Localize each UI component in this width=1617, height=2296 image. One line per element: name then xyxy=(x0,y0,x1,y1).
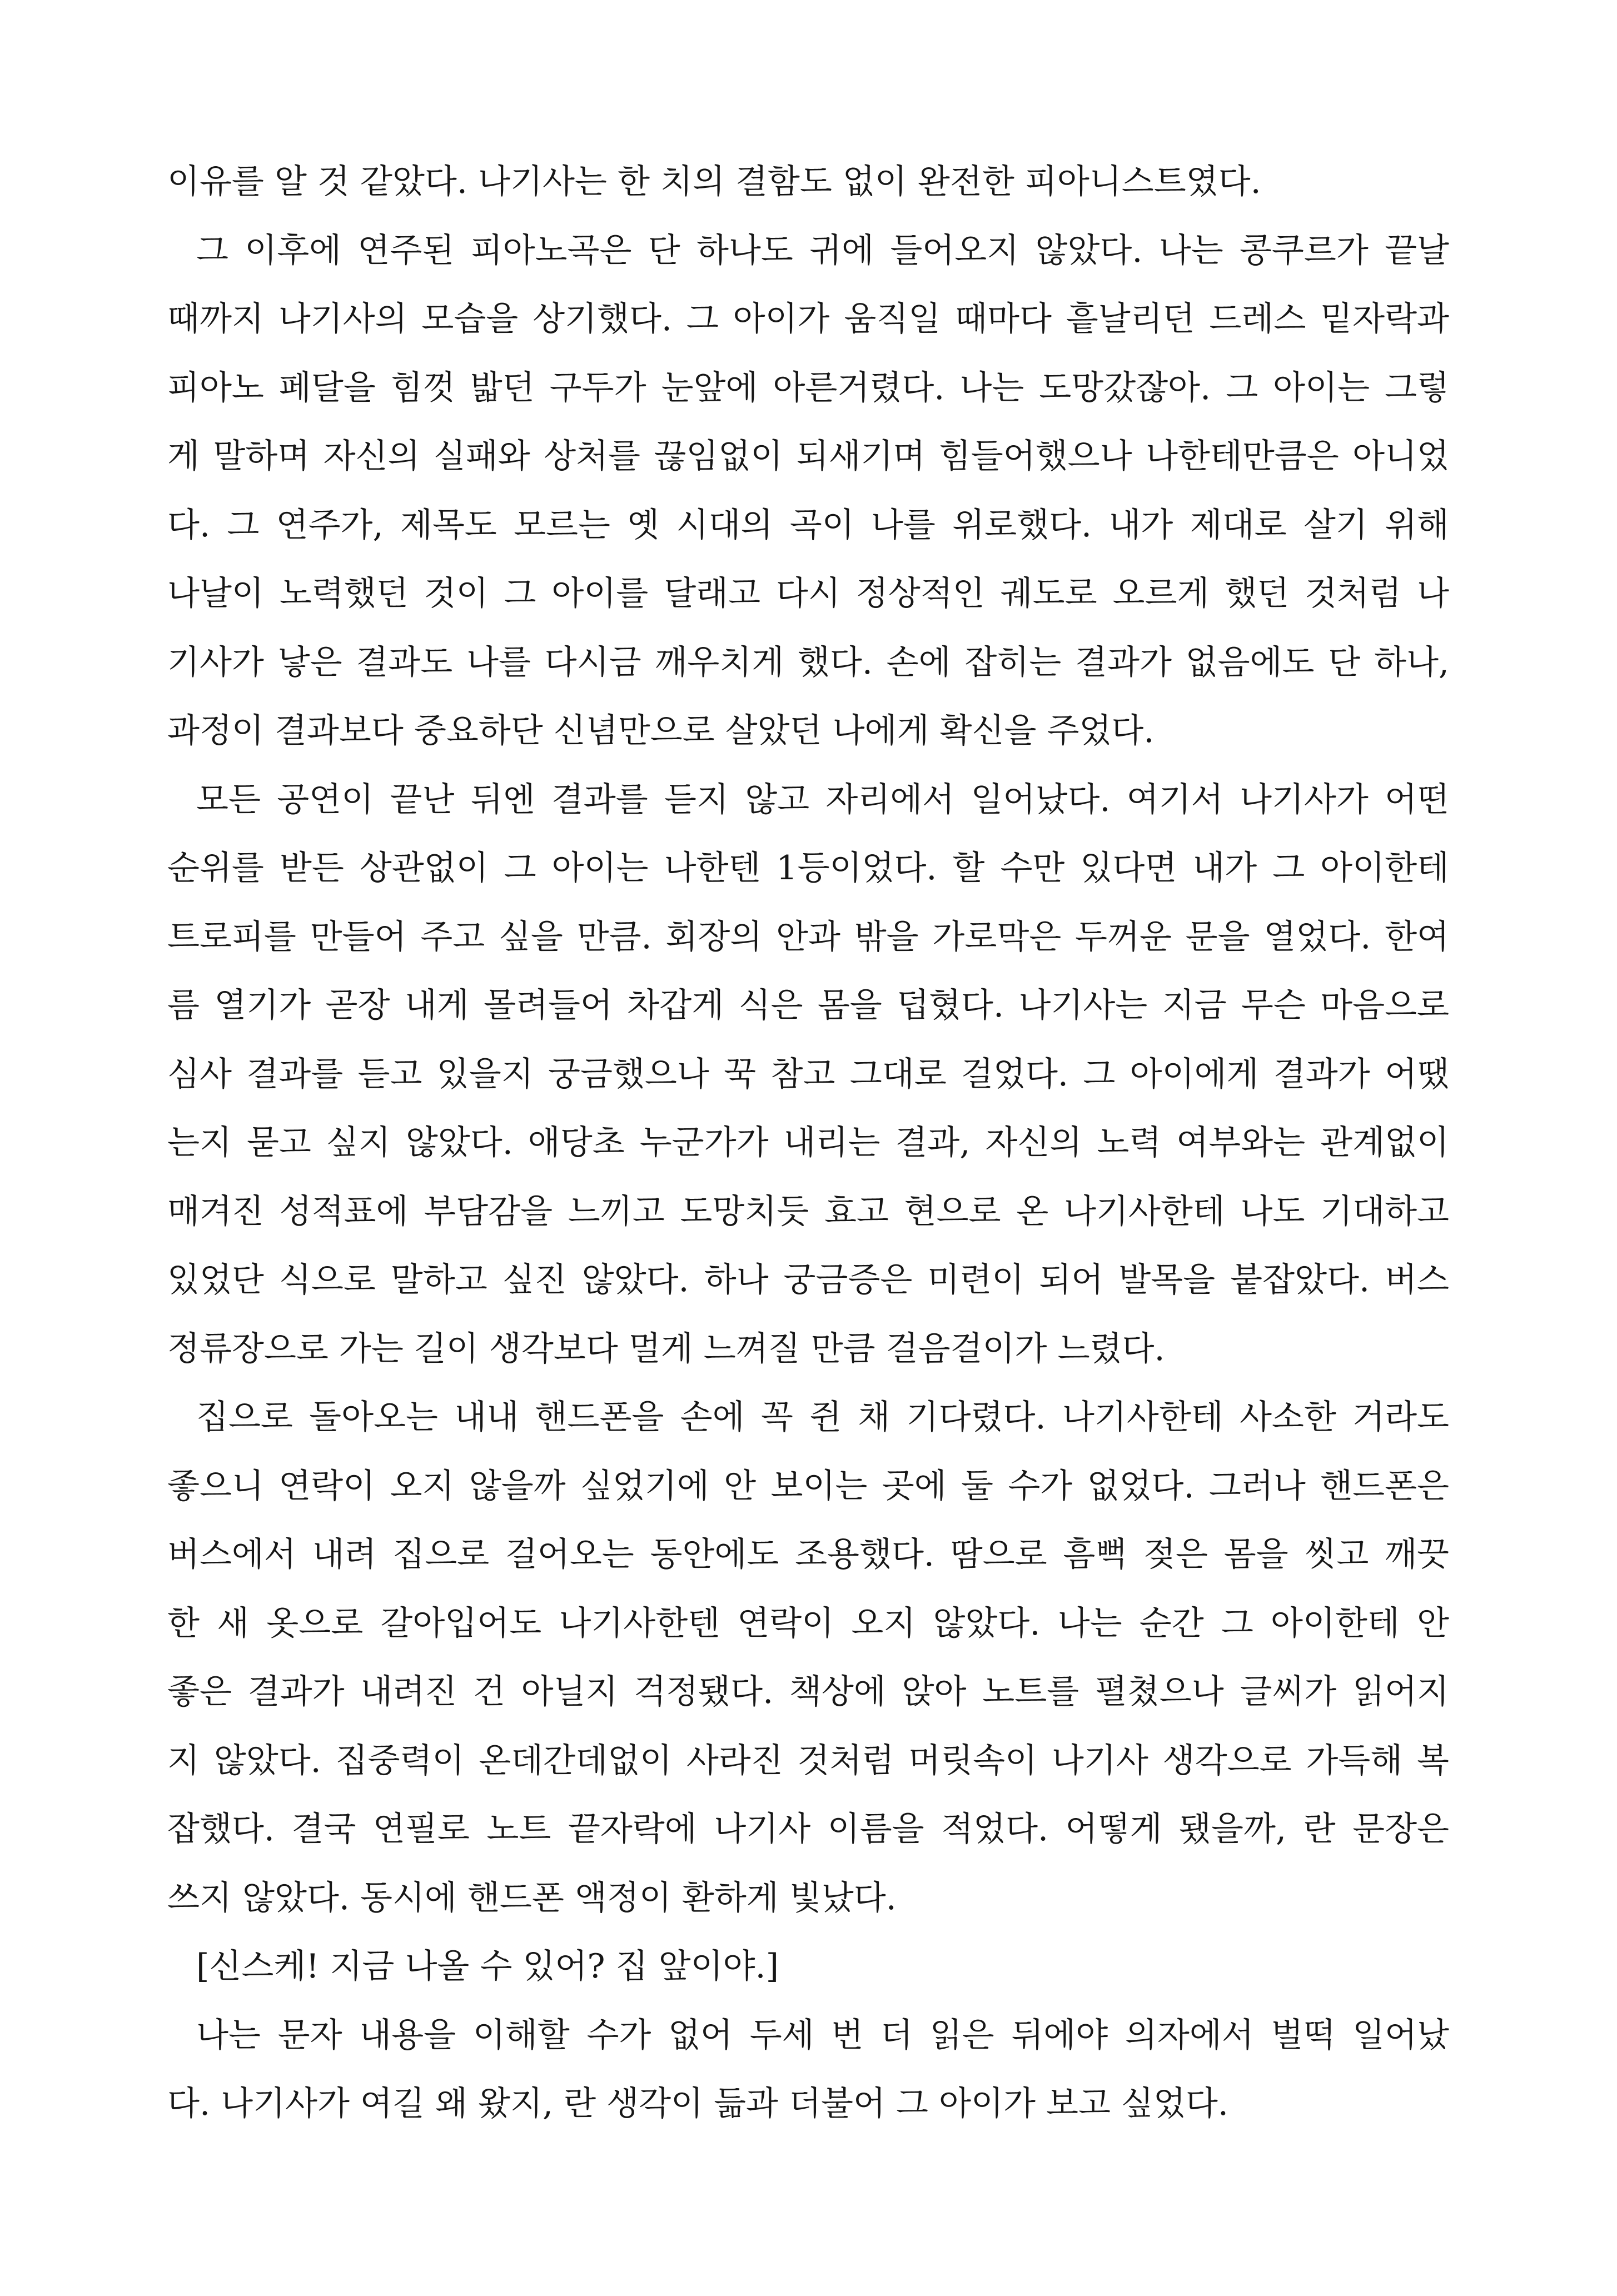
text-line: 나는 문자 내용을 이해할 수가 없어 두세 번 더 읽은 뒤에야 의자에서 벌떡 일어났 xyxy=(196,2015,1449,2055)
text-line: 과정이 결과보다 중요하단 신념만으로 살았던 나에게 확신을 주었다. xyxy=(167,711,1155,750)
text-line: 잡했다. 결국 연필로 노트 끝자락에 나기사 이름을 적었다. 어떻게 됐을까, 란 문장은 xyxy=(167,1810,1449,1849)
body-text xyxy=(167,148,1449,2139)
text-line: 있었단 식으로 말하고 싶진 않았다. 하나 궁금증은 미련이 되어 발목을 붙잡았다. 버스 xyxy=(167,1261,1449,1299)
text-line: 이유를 알 것 같았다. 나기사는 한 치의 결함도 없이 완전한 피아니스트였다. xyxy=(167,162,1261,201)
text-line: [신스케! 지금 나올 수 있어? 집 앞이야.] xyxy=(196,1947,779,1986)
text-line: 름 열기가 곧장 내게 몰려들어 차갑게 식은 몸을 덥혔다. 나기사는 지금 무슨 마음으로 xyxy=(167,986,1449,1025)
text-line: 트로피를 만들어 주고 싶을 만큼. 회장의 안과 밖을 가로막은 두꺼운 문을 열었다. 한여 xyxy=(167,917,1449,957)
text-line: 다. 그 연주가, 제목도 모르는 옛 시대의 곡이 나를 위로했다. 내가 제대로 살기 위해 xyxy=(167,505,1449,545)
text-line: 순위를 받든 상관없이 그 아이는 나한텐 1등이었다. 할 수만 있다면 내가 그 아이한테 xyxy=(167,849,1449,888)
paragraph xyxy=(167,766,1449,1384)
paragraph xyxy=(167,1383,1449,1933)
text-line: 쓰지 않았다. 동시에 핸드폰 액정이 환하게 빛났다. xyxy=(167,1878,897,1918)
text-message-quote xyxy=(167,1933,1449,2001)
text-line: 집으로 돌아오는 내내 핸드폰을 손에 꼭 쥔 채 기다렸다. 나기사한테 사소한 거라도 xyxy=(196,1398,1449,1437)
text-line: 좋은 결과가 내려진 건 아닐지 걱정됐다. 책상에 앉아 노트를 펼쳤으나 글씨가 읽어지 xyxy=(167,1672,1449,1711)
text-line: 한 새 옷으로 갈아입어도 나기사한텐 연락이 오지 않았다. 나는 순간 그 아이한테 안 xyxy=(167,1603,1449,1643)
text-line: 정류장으로 가는 길이 생각보다 멀게 느껴질 만큼 걸음걸이가 느렸다. xyxy=(167,1329,1165,1368)
text-line: 버스에서 내려 집으로 걸어오는 동안에도 조용했다. 땀으로 흠뻑 젖은 몸을 씻고 깨끗 xyxy=(167,1535,1449,1574)
text-line: 지 않았다. 집중력이 온데간데없이 사라진 것처럼 머릿속이 나기사 생각으로 가득해 복 xyxy=(167,1741,1449,1780)
paragraph xyxy=(167,217,1449,766)
text-line: 나날이 노력했던 것이 그 아이를 달래고 다시 정상적인 궤도로 오르게 했던 것처럼 나 xyxy=(167,574,1449,613)
text-line: 매겨진 성적표에 부담감을 느끼고 도망치듯 효고 현으로 온 나기사한테 나도 기대하고 xyxy=(167,1192,1449,1231)
text-line: 게 말하며 자신의 실패와 상처를 끊임없이 되새기며 힘들어했으나 나한테만큼은 아니었 xyxy=(167,437,1449,476)
text-line: 때까지 나기사의 모습을 상기했다. 그 아이가 움직일 때마다 흩날리던 드레스 밑자락과 xyxy=(167,300,1449,338)
paragraph xyxy=(167,2001,1449,2139)
text-line: 기사가 낳은 결과도 나를 다시금 깨우치게 했다. 손에 잡히는 결과가 없음에도 단 하나, xyxy=(167,643,1449,682)
paragraph xyxy=(167,148,1449,217)
text-line: 그 이후에 연주된 피아노곡은 단 하나도 귀에 들어오지 않았다. 나는 콩쿠르가 끝날 xyxy=(196,231,1449,270)
text-line: 는지 묻고 싶지 않았다. 애당초 누군가가 내리는 결과, 자신의 노력 여부와는 관계없이 xyxy=(167,1123,1449,1162)
text-line: 심사 결과를 듣고 있을지 궁금했으나 꾹 참고 그대로 걸었다. 그 아이에게 결과가 어땠 xyxy=(167,1054,1449,1094)
text-line: 다. 나기사가 여길 왜 왔지, 란 생각이 듦과 더불어 그 아이가 보고 싶었다. xyxy=(167,2084,1228,2123)
text-line: 좋으니 연락이 오지 않을까 싶었기에 안 보이는 곳에 둘 수가 없었다. 그러나 핸드폰은 xyxy=(167,1466,1449,1506)
text-line: 피아노 페달을 힘껏 밟던 구두가 눈앞에 아른거렸다. 나는 도망갔잖아. 그 아이는 그렇 xyxy=(167,368,1449,407)
text-line: 모든 공연이 끝난 뒤엔 결과를 듣지 않고 자리에서 일어났다. 여기서 나기사가 어떤 xyxy=(196,780,1449,819)
